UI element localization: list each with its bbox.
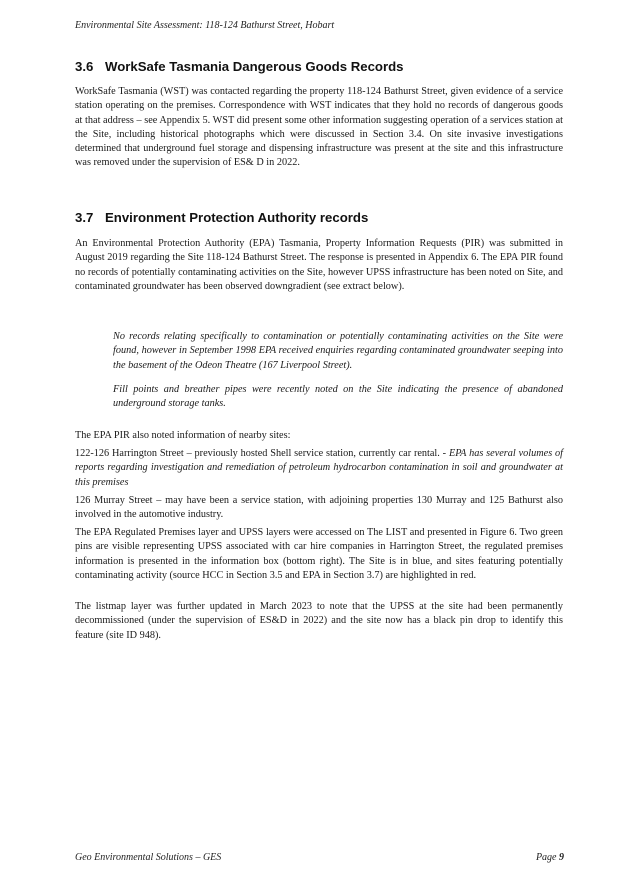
nearby-site-harrington-text: 122-126 Harrington Street – previously hosted Shell service station, currently car rental. - xyxy=(75,448,449,459)
page-number xyxy=(536,852,564,863)
page-number-value: 9 xyxy=(559,852,564,863)
nearby-site-harrington-note: EPA has several volumes of reports regarding investigation and remediation of petroleum hydrocarbon contamination in soil and groundwater at this premises xyxy=(75,448,563,488)
section-heading-3-7 xyxy=(75,210,563,225)
epa-extract-quote-2: Fill points and breather pipes were recently noted on the Site indicating the presence of abandoned underground storage tanks. xyxy=(113,384,563,410)
epa-intro-paragraph: An Environmental Protection Authority (EPA) Tasmania, Property Information Requests (PIR) was submitted in August 2019 regarding the Site 118-124 Bathurst Street. The response is presented in Appendix 6. The EPA PIR found no records of potentially contaminating activities on the Site, however UPSS infrastructure has been noted on Site, and contaminated groundwater has been observed downgradient (see extract below). xyxy=(75,238,563,292)
section-number: 3.7 xyxy=(75,210,94,225)
nearby-sites-intro: The EPA PIR also noted information of nearby sites: xyxy=(75,430,291,441)
nearby-site-harrington xyxy=(75,447,563,490)
section-heading-3-6 xyxy=(75,59,563,74)
section-title: Environment Protection Authority records xyxy=(105,210,369,225)
footer-org: Geo Environmental Solutions – GES xyxy=(75,852,222,863)
listmap-update-paragraph: The listmap layer was further updated in March 2023 to note that the UPSS at the site had been permanently decommissioned (under the supervision of ES&D in 2022) and the site now has a black pin drop to identify this feature (site ID 948). xyxy=(75,601,563,641)
epa-extract-quote-1: No records relating specifically to contamination or potentially contaminating activities on the Site were found, however in September 1998 EPA received enquiries regarding contaminated groundwater seeping into the basement of the Odeon Theatre (167 Liverpool Street). xyxy=(113,331,563,371)
worksafe-paragraph: WorkSafe Tasmania (WST) was contacted regarding the property 118-124 Bathurst Street, given evidence of a service station operating on the premises. Correspondence with WST indicates that they hold no records of dangerous goods at that address – see Appendix 5. WST did present some other information suggesting operation of a services station at the Site, including historical photographs which were discussed in Section 3.4. On site invasive investigations determined that underground fuel storage and dispensing infrastructure was present at the site and this infrastructure was removed under the supervision of ES& D in 2022. xyxy=(75,86,563,169)
running-header: Environmental Site Assessment: 118-124 Bathurst Street, Hobart xyxy=(75,20,335,31)
section-number: 3.6 xyxy=(75,59,94,74)
nearby-site-murray: 126 Murray Street – may have been a service station, with adjoining properties 130 Murray and 125 Bathurst also involved in the automotive industry. xyxy=(75,495,563,521)
page-label: Page xyxy=(535,852,557,863)
section-title: WorkSafe Tasmania Dangerous Goods Records xyxy=(105,59,404,74)
epa-layers-paragraph: The EPA Regulated Premises layer and UPSS layers were accessed on The LIST and presented in Figure 6. Two green pins are visible representing UPSS associated with car hire companies in Harrington Street, the regulated premises information is presented in the information box (bottom right). The Site is in blue, and sites featuring potentially contaminating activity (source HCC in Section 3.5 and EPA in Section 3.7) are highlighted in red. xyxy=(75,527,563,581)
